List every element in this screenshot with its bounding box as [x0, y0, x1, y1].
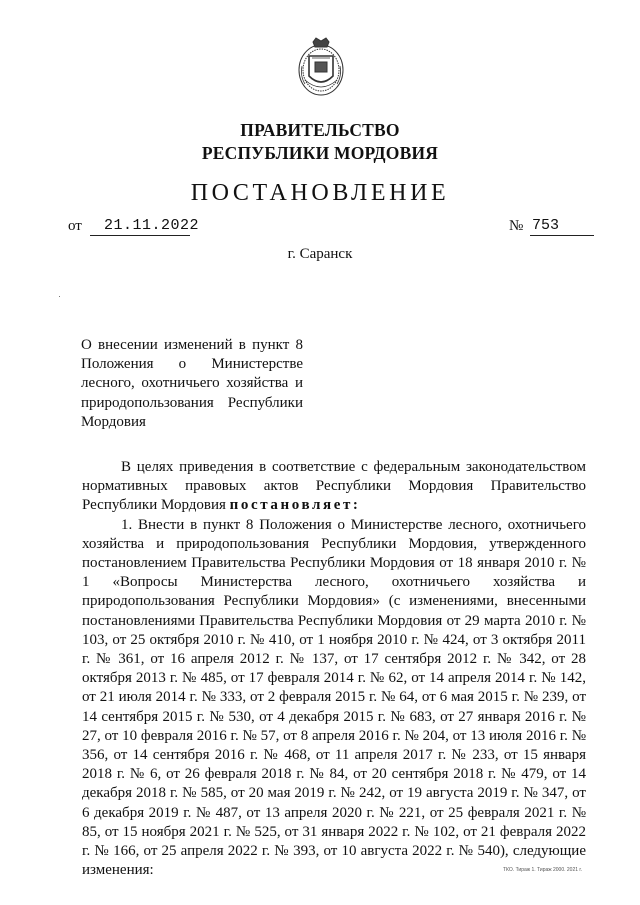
preamble-paragraph: [82, 458, 586, 516]
date-prefix: от: [68, 218, 82, 234]
document-date: 21.11.2022: [104, 217, 200, 234]
document-body: [82, 458, 586, 880]
preamble-text: В целях приведения в соответствие с федеральным законодательством нормативных правовых актов Республики Мордовия Правительство Республики Мордовия: [82, 459, 586, 514]
coat-of-arms-icon: [296, 36, 346, 98]
document-type-title: ПОСТАНОВЛЕНИЕ: [190, 180, 450, 206]
scan-speck: [59, 296, 60, 297]
document-number: 753: [532, 217, 560, 234]
document-subject: О внесении изменений в пункт 8 Положения о Министерстве лесного, охотничьего хозяйства и природопользования Республики Мордовия: [81, 337, 303, 430]
print-footer-mark: ТКО. Тираж 1. Тираж 2000. 2021 г.: [503, 867, 582, 873]
decree-word: постановляет:: [229, 497, 361, 514]
government-title-line1: ПРАВИТЕЛЬСТВО: [240, 120, 400, 140]
government-title-line2: РЕСПУБЛИКИ МОРДОВИЯ: [201, 143, 439, 163]
item-1-paragraph: 1. Внести в пункт 8 Положения о Министерстве лесного, охотничьего хозяйства и природопользования Республики Мордовия, утвержденного постановлением Правительства Республики Мордовия от 18 января 2010 г. № 1 «Вопросы Министерства лесного, охотничьего хозяйства и природопользования Республики Мордовия» (с изменениями, внесенными постановлениями Правительства Республики Мордовия от 29 марта 2010 г. № 103, от 25 октября 2010 г. № 410, от 1 ноября 2010 г. № 424, от 3 октября 2011 г. № 361, от 16 апреля 2012 г. № 137, от 17 сентября 2012 г. № 342, от 28 октября 2013 г. № 485, от 17 февраля 2014 г. № 62, от 14 апреля 2014 г. № 142, от 21 июля 2014 г. № 333, от 2 февраля 2015 г. № 64, от 6 мая 2015 г. № 239, от 14 сентября 2015 г. № 530, от 4 декабря 2015 г. № 683, от 27 января 2016 г. № 27, от 10 февраля 2016 г. № 57, от 8 апреля 2016 г. № 204, от 13 июля 2016 г. № 356, от 14 сентября 2016 г. № 468, от 11 апреля 2017 г. № 233, от 15 января 2018 г. № 6, от 26 февраля 2018 г. № 84, от 20 сентября 2018 г. № 479, от 14 декабря 2018 г. № 585, от 20 мая 2019 г. № 242, от 19 августа 2019 г. № 347, от 6 декабря 2019 г. № 487, от 13 апреля 2020 г. № 221, от 25 февраля 2021 г. № 85, от 15 ноября 2021 г. № 525, от 31 января 2022 г. № 102, от 21 февраля 2022 г. № 166, от 25 апреля 2022 г. № 393, от 10 августа 2022 г. № 540), следующие изменения:: [82, 516, 586, 879]
number-prefix: №: [509, 218, 524, 234]
city-label: г. Саранск: [287, 246, 353, 262]
